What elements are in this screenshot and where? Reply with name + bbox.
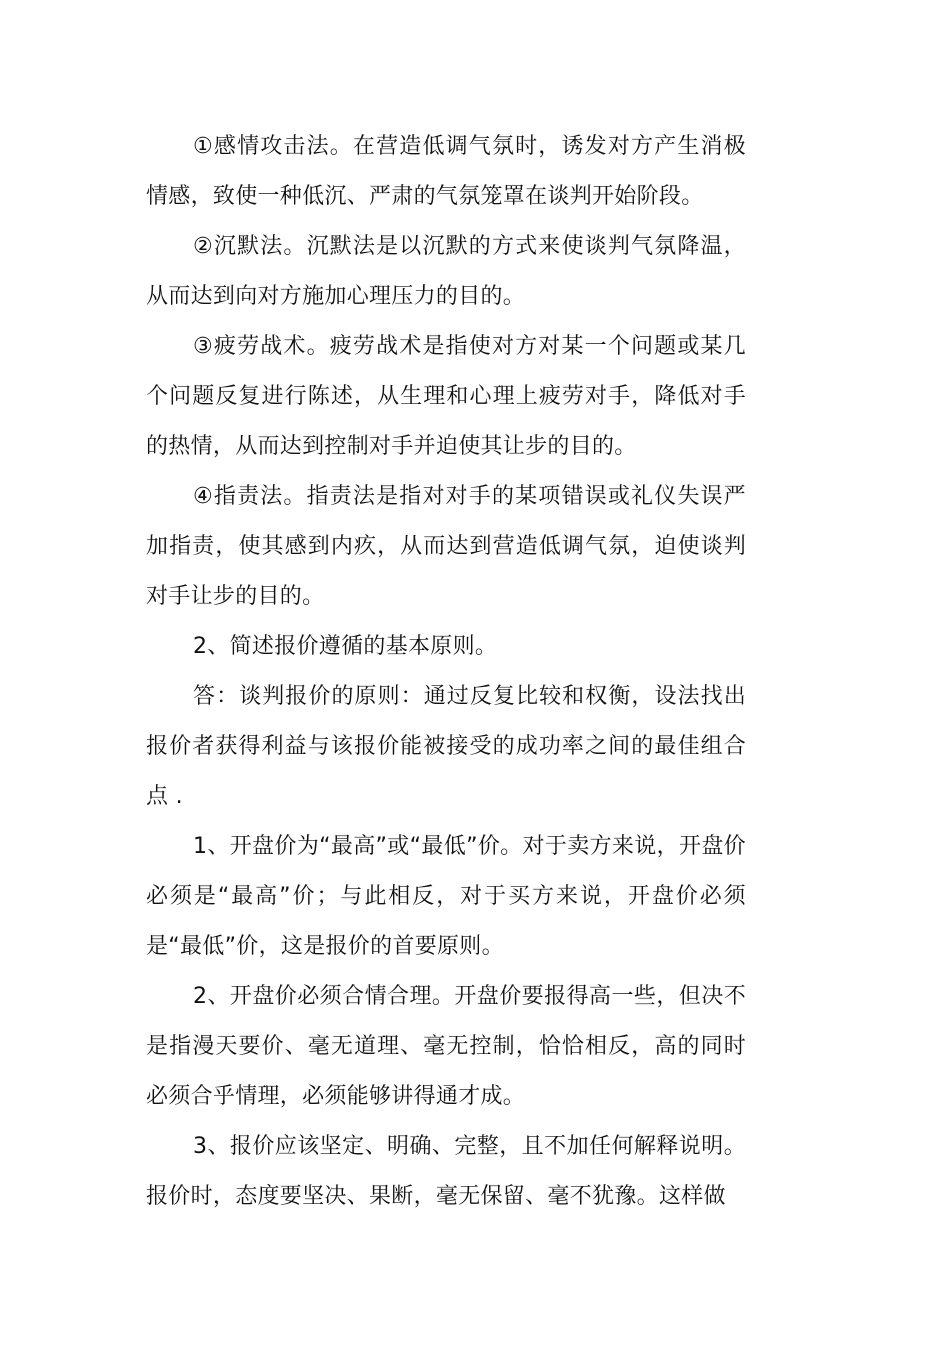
paragraph-silence-method: ②沉默法。沉默法是以沉默的方式来使谈判气氛降温，从而达到向对方施加心理压力的目的。 bbox=[146, 234, 746, 309]
answer-paragraph: 答：谈判报价的原则：通过反复比较和权衡，设法找出报价者获得利益与该报价能被接受的成功率之间的最佳组合点 . bbox=[146, 684, 746, 809]
principle-2: 2、开盘价必须合情合理。开盘价要报得高一些，但决不是指漫天要价、毫无道理、毫无控制，恰恰相反，高的同时必须合乎情理，必须能够讲得通才成。 bbox=[146, 984, 746, 1109]
principle-3: 3、报价应该坚定、明确、完整，且不加任何解释说明。报价时，态度要坚决、果断，毫无保留、毫不犹豫。这样做 bbox=[146, 1134, 746, 1209]
principle-1: 1、开盘价为“最高”或“最低”价。对于卖方来说，开盘价必须是“最高”价；与此相反，对于买方来说，开盘价必须是“最低”价，这是报价的首要原则。 bbox=[146, 834, 746, 959]
paragraph-blame-method: ④指责法。指责法是指对对手的某项错误或礼仪失误严加指责，使其感到内疚，从而达到营造低调气氛，迫使谈判对手让步的目的。 bbox=[146, 484, 746, 609]
paragraph-fatigue-tactic: ③疲劳战术。疲劳战术是指使对方对某一个问题或某几个问题反复进行陈述，从生理和心理上疲劳对手，降低对手的热情，从而达到控制对手并迫使其让步的目的。 bbox=[146, 334, 746, 459]
paragraph-emotional-attack: ①感情攻击法。在营造低调气氛时，诱发对方产生消极情感，致使一种低沉、严肃的气氛笼罩在谈判开始阶段。 bbox=[146, 134, 746, 209]
document-body bbox=[146, 122, 746, 1222]
question-heading: 2、简述报价遵循的基本原则。 bbox=[193, 634, 498, 659]
